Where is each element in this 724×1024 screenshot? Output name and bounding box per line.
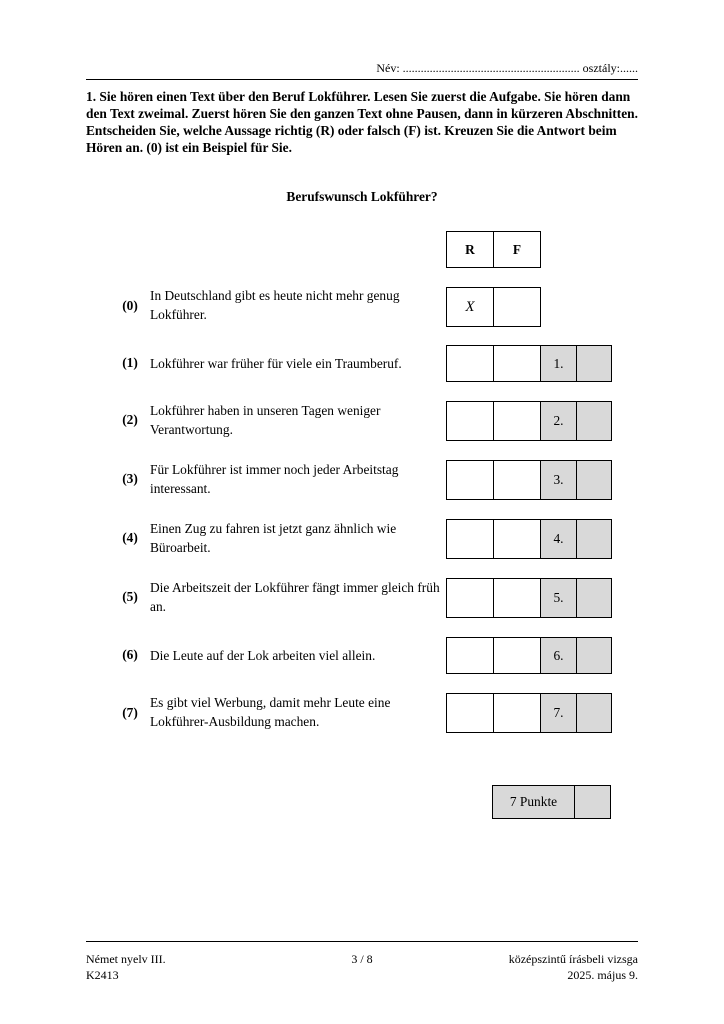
score-label: 7. [540,693,577,733]
score-box [576,345,612,382]
example-answer-r: X [446,287,494,327]
score-label: 2. [540,401,577,441]
item-number: (5) [122,589,138,604]
example-statement: In Deutschland gibt es heute nicht mehr genug Lokführer. [150,288,400,322]
answer-r-checkbox[interactable] [446,519,494,559]
answer-r-checkbox[interactable] [446,578,494,618]
footer-exam-type: középszintű írásbeli vizsga [508,952,638,966]
name-class-line: Név: ........................................................... osztály:...... [376,61,638,75]
statement-text: Einen Zug zu fahren ist jetzt ganz ähnlich wie Büroarbeit. [150,521,397,555]
task-instructions: 1. Sie hören einen Text über den Beruf Lokführer. Lesen Sie zuerst die Aufgabe. Sie hören dann den Text zweimal. Zuerst hören Sie den ganzen Text ohne Pausen, dann in kürzeren Abschnitten. Entscheiden Sie, welche Aussage richtig (R) oder falsch (F) ist. Kreuzen Sie die Antwort beim Hören an. (0) ist ein Beispiel für Sie. [86,89,638,155]
column-header-r: R [446,231,494,268]
page-number: 3 / 8 [351,952,373,966]
item-number: (1) [122,355,138,370]
score-box [576,578,612,618]
score-box [576,637,612,674]
answer-f-checkbox[interactable] [493,693,541,733]
item-number: (3) [122,471,138,486]
item-number: (2) [122,412,138,427]
statement-text: Für Lokführer ist immer noch jeder Arbeitstag interessant. [150,462,399,496]
item-number: (0) [122,298,138,313]
item-number: (4) [122,530,138,545]
score-box [576,519,612,559]
footer-code: K2413 [86,968,119,982]
answer-r-checkbox[interactable] [446,401,494,441]
item-number: (7) [122,705,138,720]
score-box [576,401,612,441]
statement-text: Lokführer haben in unseren Tagen weniger Verantwortung. [150,403,381,437]
points-label: 7 Punkte [492,785,575,819]
footer-subject: Német nyelv III. [86,952,166,966]
statement-text: Die Leute auf der Lok arbeiten viel allein. [150,648,376,663]
answer-r-checkbox[interactable] [446,345,494,382]
item-number: (6) [122,647,138,662]
footer-date: 2025. május 9. [567,968,638,982]
score-box [576,693,612,733]
statement-text: Es gibt viel Werbung, damit mehr Leute eine Lokführer-Ausbildung machen. [150,695,391,729]
score-label: 3. [540,460,577,500]
answer-f-checkbox[interactable] [493,519,541,559]
footer-rule [86,941,638,942]
column-header-f: F [493,231,541,268]
score-label: 4. [540,519,577,559]
task-title: Berufswunsch Lokführer? [286,189,438,204]
answer-r-checkbox[interactable] [446,460,494,500]
statement-text: Lokführer war früher für viele ein Traumberuf. [150,356,402,371]
score-label: 6. [540,637,577,674]
answer-f-checkbox[interactable] [493,401,541,441]
points-score-box [574,785,611,819]
score-box [576,460,612,500]
footer-left [86,951,286,983]
score-label: 5. [540,578,577,618]
answer-r-checkbox[interactable] [446,693,494,733]
answer-f-checkbox[interactable] [493,578,541,618]
example-answer-f [493,287,541,327]
answer-f-checkbox[interactable] [493,637,541,674]
answer-r-checkbox[interactable] [446,637,494,674]
answer-f-checkbox[interactable] [493,345,541,382]
statement-text: Die Arbeitszeit der Lokführer fängt immer gleich früh an. [150,580,440,614]
answer-f-checkbox[interactable] [493,460,541,500]
footer-right [438,951,638,983]
score-label: 1. [540,345,577,382]
header-rule [86,79,638,80]
